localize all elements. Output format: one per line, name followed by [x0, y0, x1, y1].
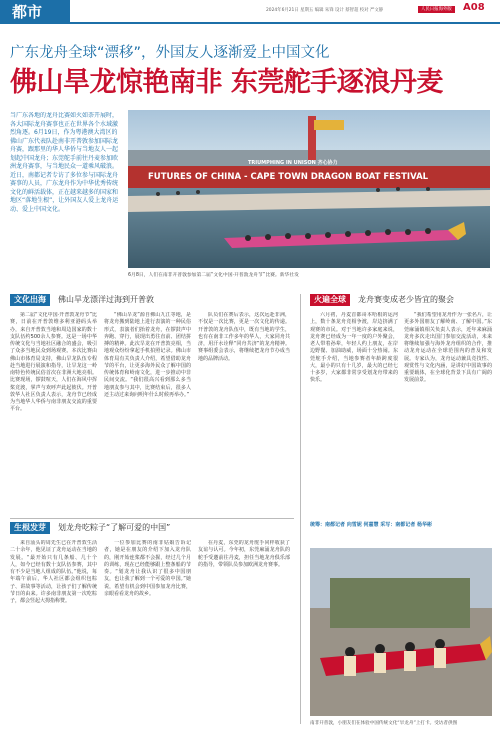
section-title: 划龙舟吃粽子“了解可爱的中国”	[58, 523, 171, 532]
page-header	[0, 0, 500, 24]
section-title: 龙舟赛变成老少皆宜的聚会	[358, 295, 454, 304]
section-heading-roots	[10, 522, 170, 534]
photo-caption: 6月8日，人们在南非开普敦参加第二届“文化中国·开普敦龙舟节”比赛。新华社发	[128, 273, 299, 278]
article-column-8: “我们希望用龙舟作为一张名片，让更多外国朋友了解岭南、了解中国。”东莞麻涌镇相关负责人表示，近年来麻涌龙舟多次走出国门参加交流活动，未来将继续加强与海外龙舟组织的合作，推动龙舟运动在全球范围内的普及和发展。专家认为，龙舟运动兼具竞技性、观赏性与文化内涵，是讲好中国故事的重要载体，在全球化背景下具有广阔的发展前景。	[404, 312, 492, 384]
article-column-2: “佛山旱龙”源自佛山九江等地，是将龙舟搬到陆地上进行表演的一种民俗形式，表演者们抬着龙舟，在锣鼓声中奔跑、穿行，展现出勇往直前、团结拼搏的精神。此次旱龙在开普敦亮相，当地观众纷纷拿起手机拍照记录。佛山市体育局有关负责人介绍，希望借助龙舟节的平台，让更多海外民众了解中国的传统体育和岭南文化，进一步推动中非民间交流。“我们很高兴看到那么多当地朋友参与其中，比赛结束后，很多人还主动过来询问明年什么时候再举办。”	[104, 312, 191, 398]
article-column-4: 来自汕头的周先生已在开普敦生活二十余年，他见证了龙舟运动在当地的发展。“最开始只有几条船、几十个人，如今已经有数十支队伍参赛，其中有不少是当地人组成的队伍。”他说，每年端午前后，华人社区都会组织包粽子、讲故事等活动，让孩子们了解传统节日的由来。许多南非朋友第一次吃粽子，都会竖起大拇指称赞。	[10, 540, 97, 604]
photo-banner: FUTURES OF CHINA - CAPE TOWN DRAGON BOAT FESTIVAL	[148, 172, 429, 182]
main-photo	[128, 110, 490, 268]
page-number: A08	[463, 2, 485, 13]
issue-info: 2024年6月21日 星期五 编辑 朱锋 设计 蔡智超 校对 严文静	[266, 8, 384, 13]
column-divider	[300, 294, 301, 724]
section-title: 佛山旱龙漂洋过海到开普敦	[58, 295, 154, 304]
section-heading-culture	[10, 294, 154, 306]
section-heading-global	[310, 294, 454, 306]
section-divider	[10, 518, 294, 519]
section-tag: 生根发芽	[10, 522, 50, 534]
credit-line: 统筹：南都记者 向雪妮 何嘉慧 采写：南都记者 杨华彬	[310, 522, 432, 528]
section-tag: 火遍全球	[310, 294, 350, 306]
second-photo	[310, 548, 492, 716]
article-column-3: 队员们在赛后表示，这次远赴非洲，不仅是一次比赛，更是一次文化的传递。开普敦的龙舟队伍中，既有当地的学生，也有在南非工作多年的华人，大家同舟共济，用汗水诠释“同舟共济”的龙舟精神。赛事组委会表示，将继续把龙舟节办成当地的品牌活动。	[198, 312, 290, 362]
article-column-6: 在丹麦，东莞的龙舟舵手同样收获了友谊与认可。今年初，东莞麻涌龙舟队的舵手受邀前往丹麦，担任当地龙舟俱乐部的指导，带领队员参加欧洲龙舟赛事。	[198, 540, 290, 568]
section-tag: 文化出海	[10, 294, 50, 306]
second-photo-caption: 南非开普敦，小朋友们在体验中国传统文化“旱龙舟”上打卡。受访者供图	[310, 721, 458, 726]
article-column-1: 第二届“文化中国·开普敦龙舟节”比赛，日前在开普敦维多利亚港码头举办，来自开普敦当地和周边国家的数十支队伍约500余人参赛。这是一场中华传统文化与当地社区融合的盛会，吸引了众多当地民众到场观赛。本次比赛由佛山市体育局支持，佛山旱龙队伍专程赴当地进行展演和指导，让旱龙这一岭南特色传统民俗首次在非洲大地亮相。比赛现场，锣鼓喧天，人们在海风中挥桨竞渡，掌声与欢呼声此起彼伏。开普敦华人社区负责人表示，龙舟节已经成为当地华人华侨与南非朋友交流的重要平台。	[10, 312, 97, 413]
article-column-7: 六月初，丹麦首都哥本哈根的运河上，数十条龙舟竞相争渡，岸边挤满了观赛的市民。对于当地许多家庭来说，龙舟赛已经成为一年一度的户外聚会，老人带着孙辈，年轻人约上朋友，在岸边野餐、加油助威，场面十分热闹。东莞舵手介绍，当地参赛者年龄跨度很大，最小的只有十几岁，最大的已经七十多岁，大家都非常享受划龙舟带来的快乐。	[310, 312, 398, 384]
article-column-5: 一位参加比赛的南非姑娘告诉记者，她是在朋友的介绍下加入龙舟队的，刚开始连桨都不会握，经过几个月的训练，现在已经能够跟上整条船的节奏。“划龙舟让我认识了很多中国朋友，也让我了解到一个可爱的中国。”她说，希望有机会到中国参加龙舟比赛，亲眼看看龙舟的故乡。	[104, 540, 191, 597]
subtitle: 广东龙舟全球“漂移”，外国友人逐渐爱上中国文化	[10, 45, 330, 61]
photo-banner-top: TRIUMPHING IN UNISON 齐心协力	[248, 160, 338, 166]
section-label: 都市	[0, 0, 70, 24]
headline: 佛山旱龙惊艳南非 东莞舵手逐浪丹麦	[10, 67, 443, 98]
lede-paragraph: 当广东各地的龙舟比赛如火如荼开展时，各大国际龙舟赛事也正在世界各个水域激烈角逐。6月19日，作为粤港澳大湾区的佛山广东代表队赴南非开普敦参加国际龙舟赛，跟那里的华人华侨与当地友人一起划起中国龙舟；东莞舵手前往丹麦参加欧洲龙舟赛事，与当地民众一道乘风破浪。近日，南都记者专访了多位参与国际龙舟赛事的人员，广东龙舟作为中华优秀传统文化的鲜活载体，正在越来越多的国家和地区“落地生根”，让外国友人爱上龙舟运动、爱上中国文化。	[10, 112, 119, 214]
paper-badge: 人民日报海外版	[418, 6, 455, 13]
